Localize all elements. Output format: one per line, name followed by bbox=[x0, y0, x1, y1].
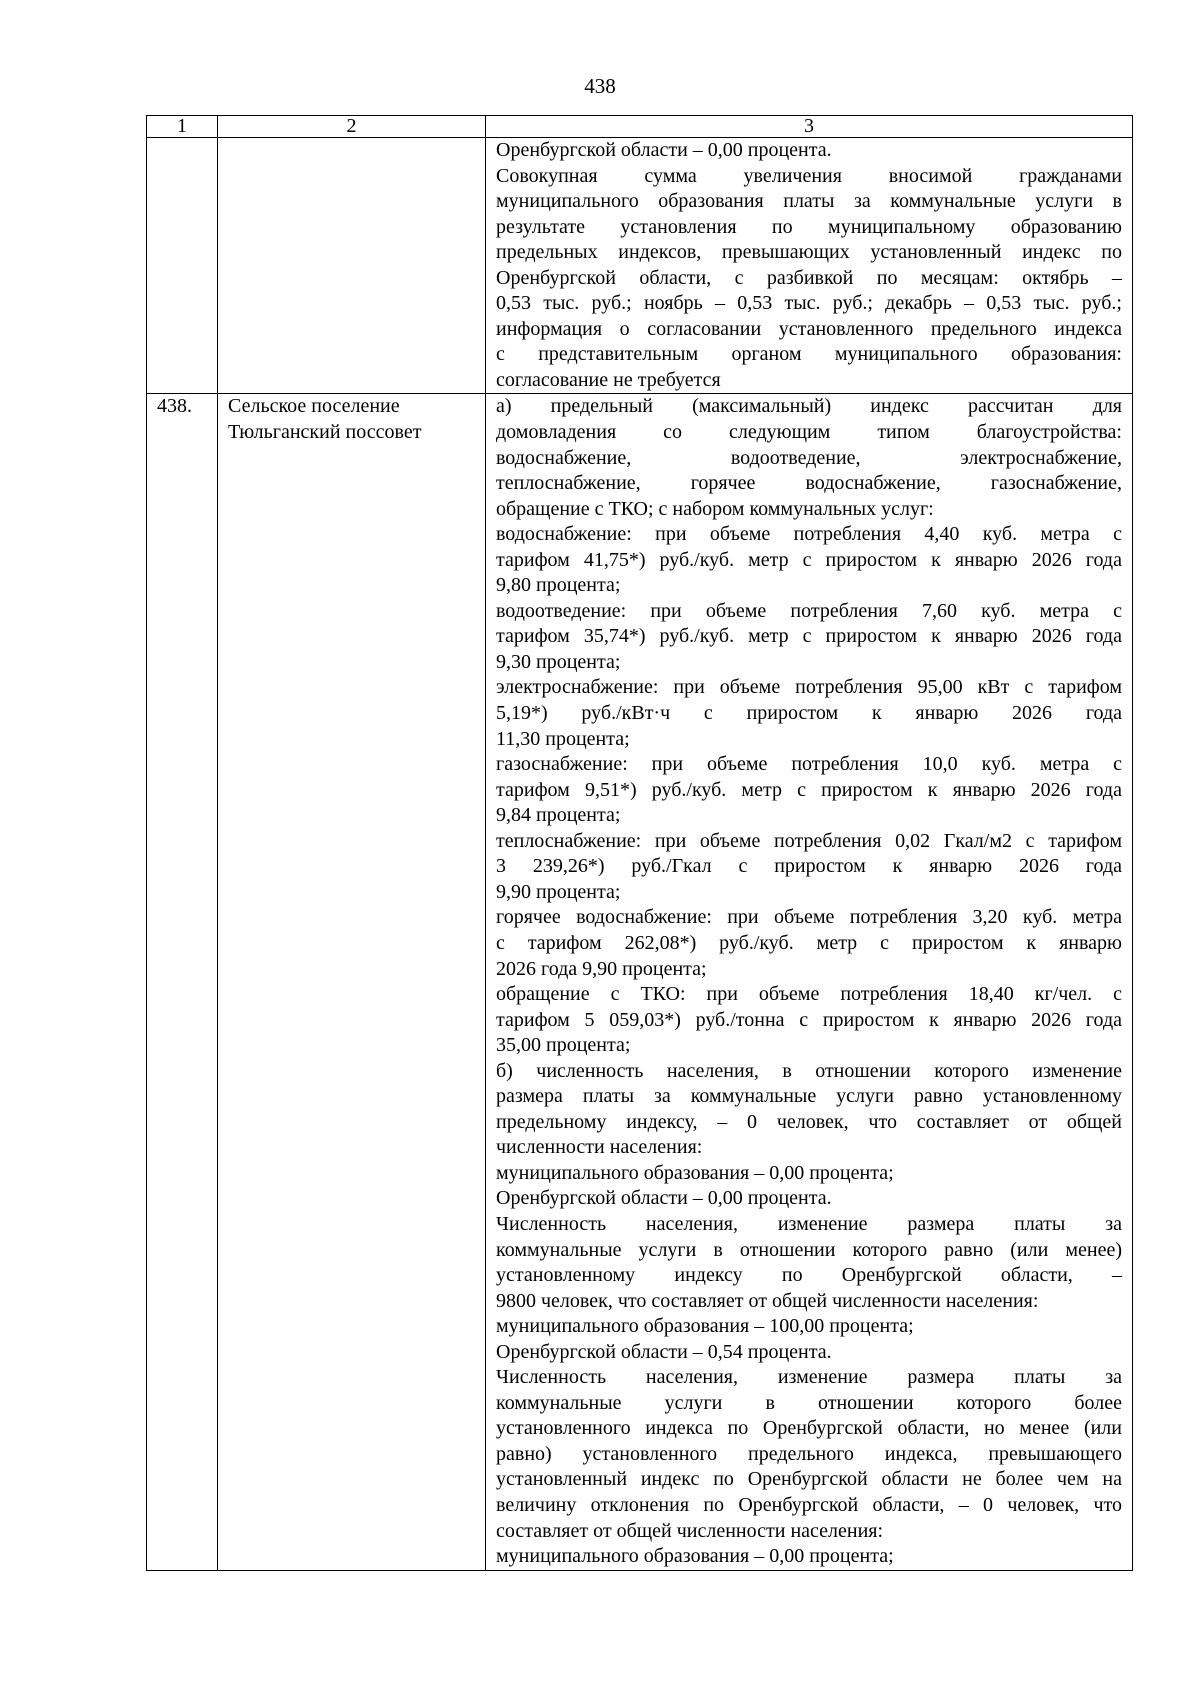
text-line: результате установления по муниципальному образованию bbox=[496, 215, 1122, 238]
text-line: величину отклонения по Оренбургской области, – 0 человек, что bbox=[496, 1493, 1122, 1516]
text-line: тарифом 41,75*) руб./куб. метр с приростом к январю 2026 года bbox=[496, 548, 1122, 571]
row-name-line: Тюльганский поссовет bbox=[228, 421, 422, 444]
text-line: теплоснабжение, горячее водоснабжение, газоснабжение, bbox=[496, 472, 1122, 495]
text-line: водоотведение: при объеме потребления 7,60 куб. метра с bbox=[496, 599, 1122, 622]
text-line: предельных индексов, превышающих установленный индекс по bbox=[496, 241, 1122, 264]
text-line: 9,30 процента; bbox=[496, 650, 621, 673]
text-line: предельному индексу, – 0 человек, что составляет от общей bbox=[496, 1110, 1122, 1133]
column-header-2: 2 bbox=[218, 116, 486, 138]
text-line: с тарифом 262,08*) руб./куб. метр с приростом к январю bbox=[496, 931, 1122, 954]
text-line: муниципального образования – 0,00 процента; bbox=[496, 1545, 894, 1568]
text-line: установленного индекса по Оренбургской области, но менее (или bbox=[496, 1417, 1122, 1440]
row-text-cell bbox=[486, 394, 1133, 1570]
table-row-438 bbox=[147, 394, 1133, 1570]
text-line: коммунальные услуги в отношении которого равно (или менее) bbox=[496, 1238, 1122, 1261]
row-name-cell bbox=[218, 394, 486, 1570]
text-line: электроснабжение: при объеме потребления 95,00 кВт с тарифом bbox=[496, 676, 1122, 699]
text-line: а) предельный (максимальный) индекс рассчитан для bbox=[496, 395, 1122, 418]
text-line: водоснабжение: при объеме потребления 4,40 куб. метра с bbox=[496, 523, 1122, 546]
text-line: муниципального образования – 100,00 процента; bbox=[496, 1315, 914, 1338]
text-line: 2026 года 9,90 процента; bbox=[496, 957, 707, 980]
text-line: тарифом 9,51*) руб./куб. метр с приростом к январю 2026 года bbox=[496, 778, 1122, 801]
table-row-continuation bbox=[147, 138, 1133, 394]
column-header-3: 3 bbox=[486, 116, 1133, 138]
text-line: Оренбургской области – 0,54 процента. bbox=[496, 1340, 832, 1363]
text-line: Оренбургской области, с разбивкой по месяцам: октябрь – bbox=[496, 266, 1122, 289]
text-line: согласование не требуется bbox=[496, 368, 721, 391]
text-line: 11,30 процента; bbox=[496, 727, 630, 750]
text-line: теплоснабжение: при объеме потребления 0,02 Гкал/м2 с тарифом bbox=[496, 829, 1122, 852]
text-line: размера платы за коммунальные услуги равно установленному bbox=[496, 1085, 1122, 1108]
text-line: установленному индексу по Оренбургской области, – bbox=[496, 1264, 1122, 1287]
text-line: Оренбургской области – 0,00 процента. bbox=[496, 139, 832, 161]
text-line: 35,00 процента; bbox=[496, 1034, 631, 1057]
text-line: домовладения со следующим типом благоустройства: bbox=[496, 421, 1122, 444]
text-line: муниципального образования – 0,00 процента; bbox=[496, 1161, 894, 1184]
text-line: информация о согласовании установленного предельного индекса bbox=[496, 317, 1122, 340]
text-line: муниципального образования платы за коммунальные услуги в bbox=[496, 190, 1122, 213]
text-line: тарифом 35,74*) руб./куб. метр с приростом к январю 2026 года bbox=[496, 625, 1122, 648]
text-line: 9,80 процента; bbox=[496, 574, 621, 597]
text-line: Численность населения, изменение размера платы за bbox=[496, 1366, 1122, 1389]
text-line: водоснабжение, водоотведение, электроснабжение, bbox=[496, 446, 1122, 469]
text-line: Оренбургской области – 0,00 процента. bbox=[496, 1187, 832, 1210]
column-header-1: 1 bbox=[147, 116, 218, 138]
text-line: б) численность населения, в отношении которого изменение bbox=[496, 1059, 1122, 1082]
text-line: 3 239,26*) руб./Гкал с приростом к январю 2026 года bbox=[496, 855, 1122, 878]
document-table bbox=[146, 115, 1133, 1571]
page-number: 438 bbox=[584, 74, 616, 98]
row-text-cell bbox=[486, 138, 1133, 394]
table-header-row bbox=[147, 116, 1133, 138]
text-line: равно) установленного предельного индекса, превышающего bbox=[496, 1442, 1122, 1465]
row-name-cell bbox=[218, 138, 486, 394]
text-line: составляет от общей численности населения: bbox=[496, 1519, 884, 1542]
row-name-line: Сельское поселение bbox=[228, 395, 400, 418]
text-line: 9,90 процента; bbox=[496, 880, 621, 903]
text-line: установленный индекс по Оренбургской области не более чем на bbox=[496, 1468, 1122, 1491]
text-line: обращение с ТКО; с набором коммунальных услуг: bbox=[496, 497, 934, 520]
text-line: 0,53 тыс. руб.; ноябрь – 0,53 тыс. руб.; декабрь – 0,53 тыс. руб.; bbox=[496, 292, 1122, 315]
text-line: газоснабжение: при объеме потребления 10,0 куб. метра с bbox=[496, 753, 1122, 776]
text-line: с представительным органом муниципального образования: bbox=[496, 343, 1122, 366]
text-line: тарифом 5 059,03*) руб./тонна с приростом к январю 2026 года bbox=[496, 1008, 1122, 1031]
text-line: Совокупная сумма увеличения вносимой гражданами bbox=[496, 164, 1122, 187]
text-line: Численность населения, изменение размера платы за bbox=[496, 1212, 1122, 1235]
row-number-cell: 438. bbox=[147, 394, 218, 1570]
text-line: коммунальные услуги в отношении которого более bbox=[496, 1391, 1122, 1414]
text-line: горячее водоснабжение: при объеме потребления 3,20 куб. метра bbox=[496, 906, 1122, 929]
text-line: 9,84 процента; bbox=[496, 804, 621, 827]
text-line: 9800 человек, что составляет от общей численности населения: bbox=[496, 1289, 1039, 1312]
row-number-cell bbox=[147, 138, 218, 394]
text-line: обращение с ТКО: при объеме потребления 18,40 кг/чел. с bbox=[496, 983, 1122, 1006]
text-line: 5,19*) руб./кВт·ч с приростом к январю 2026 года bbox=[496, 702, 1122, 725]
text-line: численности населения: bbox=[496, 1136, 703, 1159]
